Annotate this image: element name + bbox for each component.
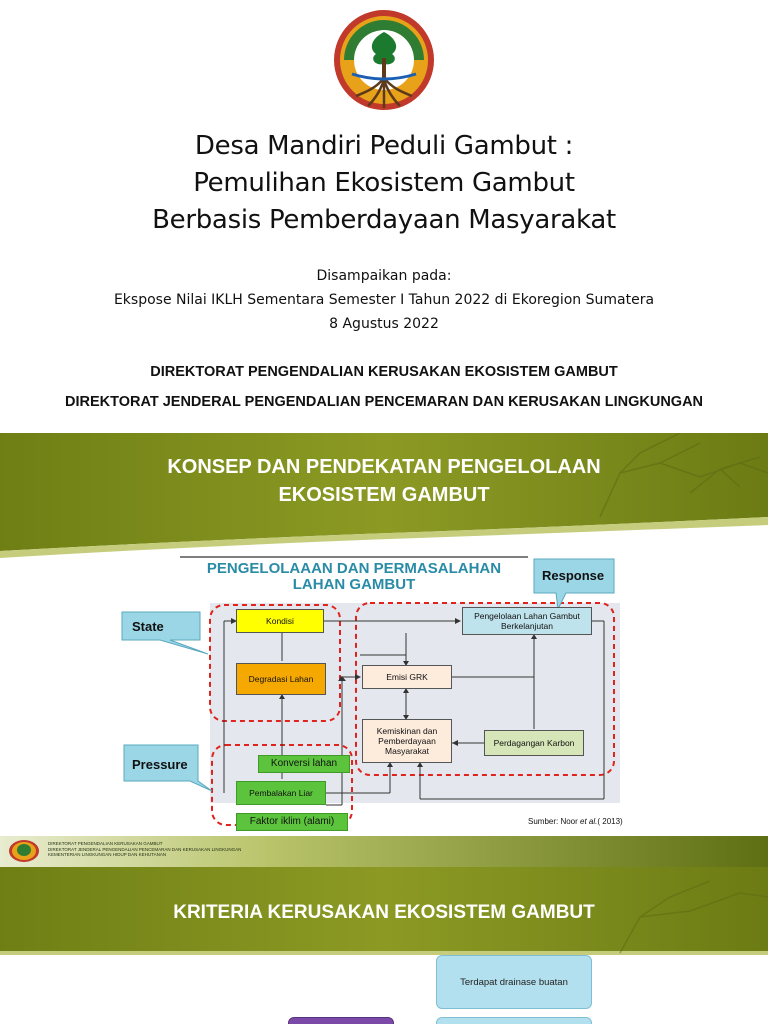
presentation-subtitle: [0, 264, 768, 336]
diagram-title: [180, 561, 528, 593]
kondisi-box: Kondisi: [236, 609, 324, 633]
criteria-slide: [0, 867, 768, 1024]
title-line-2: Pemulihan Ekosistem Gambut: [193, 168, 575, 198]
title-line-3: Berbasis Pemberdayaan Masyarakat: [152, 205, 616, 235]
subtitle-line-1: Disampaikan pada:: [316, 268, 452, 284]
criteria-category-box: [288, 1017, 394, 1024]
pembalakan-box: Pembalakan Liar: [236, 781, 326, 805]
degradasi-box: Degradasi Lahan: [236, 663, 326, 695]
presentation-title: [0, 128, 768, 239]
konversi-box: Konversi lahan: [258, 755, 350, 773]
title-slide: [0, 0, 768, 433]
source-suffix: ( 2013): [597, 817, 623, 826]
directorate-general-name: DIREKTORAT JENDERAL PENGENDALIAN PENCEMARAN DAN KERUSAKAN LINGKUNGAN: [64, 394, 704, 410]
footer-text: [48, 841, 241, 858]
subtitle-line-3: 8 Agustus 2022: [329, 316, 439, 332]
pengelolaan-box: Pengelolaan Lahan Gambut Berkelanjutan: [462, 607, 592, 635]
criteria-drainage-box: Terdapat drainase buatan: [436, 955, 592, 1009]
heading-line-1: KONSEP DAN PENDEKATAN PENGELOLAAN: [167, 456, 601, 478]
diagram-title-line-2: LAHAN GAMBUT: [292, 576, 416, 593]
emisi-box: Emisi GRK: [362, 665, 452, 689]
ministry-logo: [332, 8, 436, 112]
management-diagram: [0, 433, 768, 867]
response-callout: [534, 559, 614, 609]
faktor-box: Faktor iklim (alami): [236, 813, 348, 831]
footer-line-3: KEMENTERIAN LINGKUNGAN HIDUP DAN KEHUTANAN: [48, 852, 167, 857]
kemiskinan-box: Kemiskinan dan Pemberdayaan Masyarakat: [362, 719, 452, 763]
footer-line-2: DIREKTORAT JENDERAL PENGENDALIAN PENCEMARAN DAN KERUSAKAN LINGKUNGAN: [48, 846, 242, 852]
subtitle-line-2: Ekspose Nilai IKLH Sementara Semester I Tahun 2022 di Ekoregion Sumatera: [113, 292, 655, 308]
slide-heading: KRITERIA KERUSAKAN EKOSISTEM GAMBUT: [173, 902, 595, 923]
perdagangan-box: Perdagangan Karbon: [484, 730, 584, 756]
response-label: Response: [542, 568, 605, 583]
source-prefix: Sumber: Noor: [528, 817, 581, 826]
footer-logo: [8, 839, 40, 863]
concept-slide: [0, 433, 768, 867]
footer-line-1: DIREKTORAT PENGENDALIAN KERUSAKAN GAMBUT: [48, 841, 163, 846]
diagram-title-line-1: PENGELOLAAAN DAN PERMASALAHAN: [206, 560, 502, 577]
criteria-box-2: [436, 1017, 592, 1024]
directorate-name: DIREKTORAT PENGENDALIAN KERUSAKAN EKOSISTEM GAMBUT: [150, 364, 618, 380]
title-line-1: Desa Mandiri Peduli Gambut :: [194, 131, 574, 161]
diagram-source: [528, 817, 623, 826]
state-label: State: [132, 619, 164, 634]
source-italic: et al.: [580, 817, 598, 826]
pressure-label: Pressure: [132, 757, 188, 772]
heading-line-2: EKOSISTEM GAMBUT: [278, 484, 490, 506]
